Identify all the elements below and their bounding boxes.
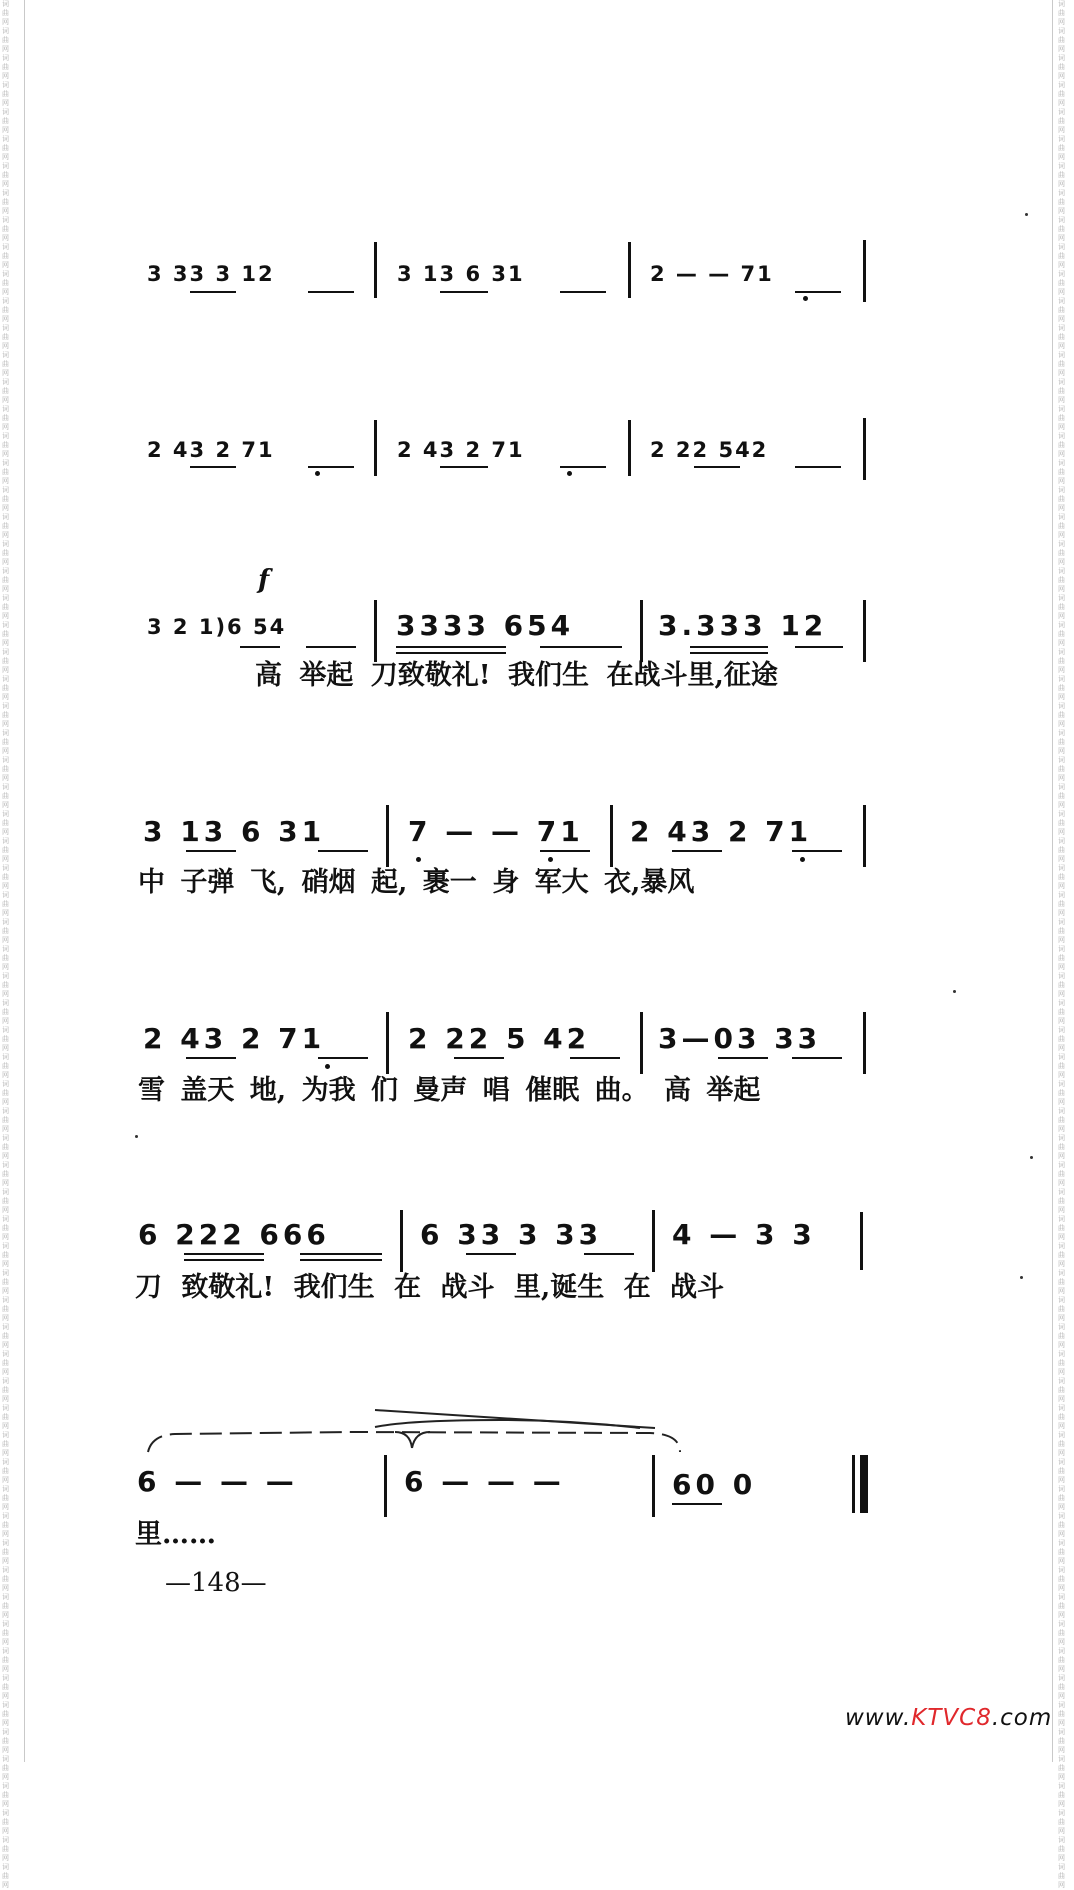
lyric-line: 中 子弹 飞, 硝烟 起, 裹一 身 军大 衣,暴风 — [138, 867, 695, 898]
measure: 3 13 6 31 — [397, 262, 525, 286]
measure: 3 13 6 31 — [143, 815, 326, 848]
measure: 3333 654 — [396, 609, 575, 642]
measure: 2 43 2 71 — [397, 438, 525, 462]
watermark-suffix: .com — [991, 1705, 1053, 1731]
measure: 3.333 12 — [658, 609, 828, 642]
watermark-prefix: www. — [845, 1705, 912, 1731]
measure: 2 43 2 71 — [143, 1022, 326, 1055]
measure: 2 43 2 71 — [630, 815, 813, 848]
measure: 2 22 542 — [650, 438, 769, 462]
measure: 6 — — — — [137, 1465, 298, 1498]
measure: 2 22 5 42 — [408, 1022, 591, 1055]
measure: 6 — — — — [404, 1465, 565, 1498]
measure: 3—03 33 — [658, 1022, 822, 1055]
dynamic-forte-mark: f — [258, 565, 270, 595]
watermark-brand: KTVC8 — [911, 1705, 992, 1731]
measure: 2 43 2 71 — [147, 438, 275, 462]
measure: 4 — 3 3 — [672, 1218, 816, 1251]
page-number: —148— — [165, 1568, 267, 1598]
final-barline — [860, 1455, 868, 1513]
lyric-line: 刀 致敬礼! 我们生 在 战斗 里,诞生 在 战斗 — [135, 1272, 725, 1303]
lyric-line: 高 举起 刀致敬礼! 我们生 在战斗里,征途 — [255, 660, 778, 691]
lyric-line: 里…… — [135, 1519, 216, 1550]
measure: 60 0 — [672, 1468, 757, 1501]
lyric-line: 雪 盖天 地, 为我 们 曼声 唱 催眠 曲。 高 举起 — [138, 1075, 761, 1106]
measure: 2 — — 71 — [650, 262, 774, 286]
measure: 6 222 666 — [138, 1218, 330, 1251]
right-edge-watermark-strip: 词曲网词曲网词曲网词曲网词曲网词曲网词曲网词曲网词曲网词曲网词曲网词曲网词曲网词曲网词曲网词曲网词曲网词曲网词曲网词曲网词曲网词曲网词曲网词曲网词曲网词曲网词曲网词曲网词曲网词曲网词曲网词曲网词曲网词曲网词曲网词曲网词曲网词曲网词曲网词曲网词曲网词曲网词曲网词曲网词曲网词曲网词曲网词曲网词曲网词曲网词曲网词曲网词曲网词曲网词曲网词曲网词曲网词曲网词曲网词曲网词曲网词曲网词曲网词曲网词曲网词曲网词曲网词曲网词曲网词曲网 — [1058, 0, 1065, 1889]
site-watermark — [845, 1705, 1052, 1731]
measure: 3 33 3 12 — [147, 262, 275, 286]
left-edge-watermark-strip: 词曲网词曲网词曲网词曲网词曲网词曲网词曲网词曲网词曲网词曲网词曲网词曲网词曲网词曲网词曲网词曲网词曲网词曲网词曲网词曲网词曲网词曲网词曲网词曲网词曲网词曲网词曲网词曲网词曲网词曲网词曲网词曲网词曲网词曲网词曲网词曲网词曲网词曲网词曲网词曲网词曲网词曲网词曲网词曲网词曲网词曲网词曲网词曲网词曲网词曲网词曲网词曲网词曲网词曲网词曲网词曲网词曲网词曲网词曲网词曲网词曲网词曲网词曲网词曲网词曲网词曲网词曲网词曲网词曲网词曲网 — [2, 0, 9, 1889]
measure: 6 33 3 33 — [420, 1218, 603, 1251]
measure: 7 — — 71 — [408, 815, 584, 848]
measure: 3 2 1)6 54 — [147, 615, 287, 639]
